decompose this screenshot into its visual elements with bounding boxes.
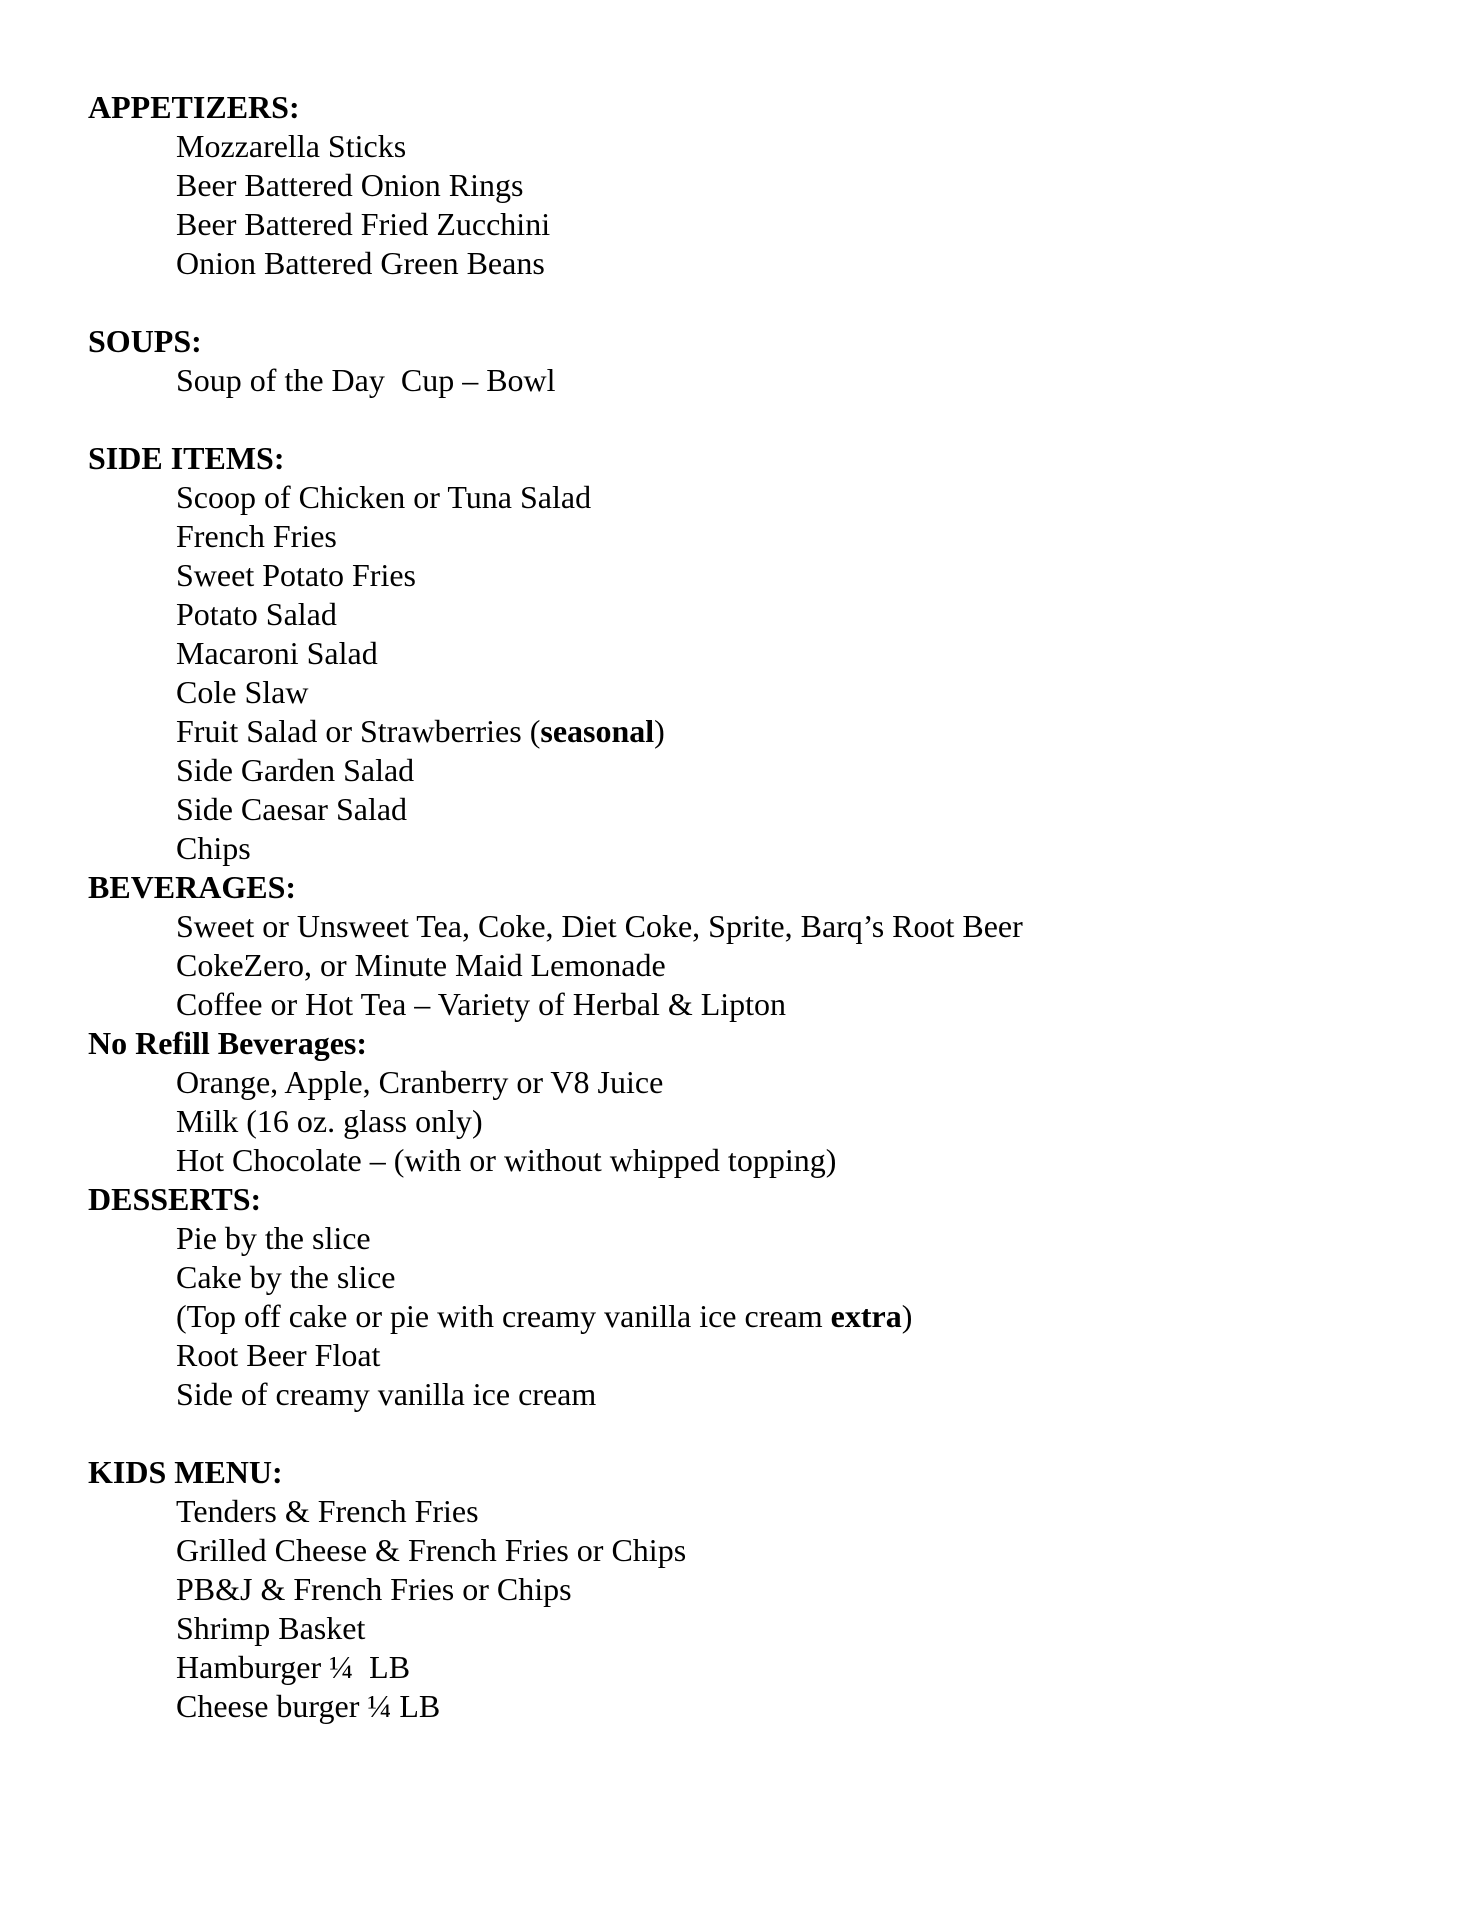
menu-item: Hamburger ¼ LB: [176, 1649, 411, 1685]
menu-item: Side Caesar Salad: [176, 791, 408, 827]
menu-item: Soup of the Day Cup – Bowl: [176, 362, 556, 398]
menu-item: Coffee or Hot Tea – Variety of Herbal & Lipton: [176, 986, 787, 1022]
spacer: [88, 283, 1408, 322]
menu-item: Cake by the slice: [176, 1259, 396, 1295]
menu-document: [88, 88, 1408, 1726]
section-heading: APPETIZERS:: [88, 89, 300, 125]
menu-item: Scoop of Chicken or Tuna Salad: [176, 479, 592, 515]
menu-item: Cole Slaw: [176, 674, 309, 710]
menu-item: Potato Salad: [176, 596, 337, 632]
menu-item: Side Garden Salad: [176, 752, 415, 788]
menu-item: Sweet Potato Fries: [176, 557, 416, 593]
menu-item: Sweet or Unsweet Tea, Coke, Diet Coke, Sprite, Barq’s Root Beer: [176, 908, 1023, 944]
menu-item: Beer Battered Onion Rings: [176, 167, 524, 203]
menu-item: Pie by the slice: [176, 1220, 371, 1256]
item-text: (Top off cake or pie with creamy vanilla ice cream: [176, 1298, 831, 1334]
seasonal-note: seasonal: [540, 713, 655, 749]
menu-item: Orange, Apple, Cranberry or V8 Juice: [176, 1064, 664, 1100]
extra-note: extra: [830, 1298, 902, 1334]
menu-item-ice-cream-topoff: [88, 1297, 1408, 1336]
menu-item: Cheese burger ¼ LB: [176, 1688, 441, 1724]
menu-item: Milk (16 oz. glass only): [176, 1103, 483, 1139]
menu-item: CokeZero, or Minute Maid Lemonade: [176, 947, 666, 983]
section-kids-menu: [88, 1453, 1408, 1726]
menu-item: Shrimp Basket: [176, 1610, 366, 1646]
item-text: ): [654, 713, 665, 749]
menu-item: Side of creamy vanilla ice cream: [176, 1376, 597, 1412]
menu-item: Macaroni Salad: [176, 635, 378, 671]
menu-item: Chips: [176, 830, 251, 866]
item-text: Fruit Salad or Strawberries (: [176, 713, 541, 749]
section-heading: SOUPS:: [88, 323, 202, 359]
menu-item: Hot Chocolate – (with or without whipped topping): [176, 1142, 837, 1178]
spacer: [88, 1414, 1408, 1453]
section-heading: SIDE ITEMS:: [88, 440, 285, 476]
section-no-refill-beverages: [88, 1024, 1408, 1180]
section-heading: KIDS MENU:: [88, 1454, 283, 1490]
spacer: [88, 400, 1408, 439]
menu-item-fruit-salad: [88, 712, 1408, 751]
section-desserts: [88, 1180, 1408, 1414]
section-side-items: [88, 439, 1408, 868]
menu-item: French Fries: [176, 518, 337, 554]
menu-item: Beer Battered Fried Zucchini: [176, 206, 551, 242]
menu-item: Grilled Cheese & French Fries or Chips: [176, 1532, 687, 1568]
section-heading: BEVERAGES:: [88, 869, 297, 905]
item-text: ): [901, 1298, 913, 1334]
section-heading: No Refill Beverages:: [88, 1025, 368, 1061]
section-beverages: [88, 868, 1408, 1024]
menu-item: Root Beer Float: [176, 1337, 381, 1373]
section-heading: DESSERTS:: [88, 1181, 262, 1217]
menu-item: Mozzarella Sticks: [176, 128, 407, 164]
menu-item: Onion Battered Green Beans: [176, 245, 545, 281]
menu-item: Tenders & French Fries: [176, 1493, 479, 1529]
section-soups: [88, 322, 1408, 400]
section-appetizers: [88, 88, 1408, 283]
menu-item: PB&J & French Fries or Chips: [176, 1571, 572, 1607]
